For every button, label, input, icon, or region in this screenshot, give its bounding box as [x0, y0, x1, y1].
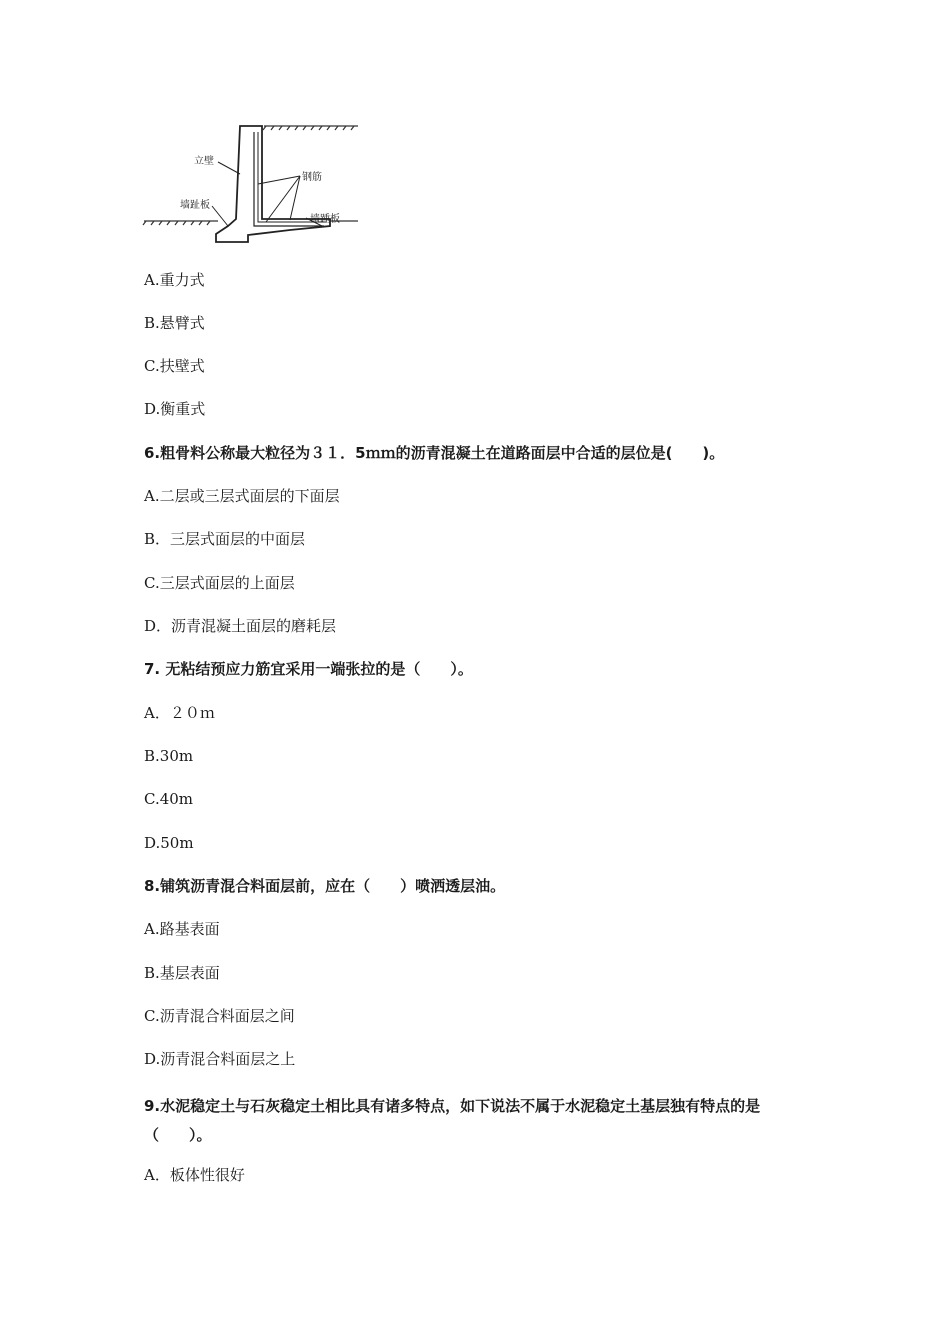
q7-stem: 7. 无粘结预应力筋宜采用一端张拉的是（ ）。 [144, 660, 473, 678]
q5-option-d: D.衡重式 [144, 400, 206, 418]
q8-option-d: D.沥青混合料面层之上 [144, 1050, 296, 1068]
label-wall: 立壁 [194, 156, 214, 167]
q6-stem: 6.粗骨料公称最大粒径为３１．5ｍｍ的沥青混凝土在道路面层中合适的层位是( )。 [144, 444, 725, 462]
q5-option-c: C.扶壁式 [144, 357, 205, 375]
q6-option-b: B．三层式面层的中面层 [144, 530, 306, 548]
q8-option-a: A.路基表面 [144, 920, 220, 938]
q9-option-a: A．板体性很好 [144, 1166, 245, 1184]
label-toe: 墙趾板 [180, 200, 210, 211]
q7-option-b: B.30m [144, 747, 194, 765]
q6-option-c: C.三层式面层的上面层 [144, 574, 295, 592]
q7-option-a: A．２０ｍ [144, 704, 215, 722]
q5-option-b: B.悬臂式 [144, 314, 205, 332]
q6-option-a: A.二层或三层式面层的下面层 [144, 487, 340, 505]
q8-option-c: C.沥青混合料面层之间 [144, 1007, 295, 1025]
ground-top [263, 126, 358, 130]
q8-option-b: B.基层表面 [144, 964, 220, 982]
retaining-wall-diagram [140, 118, 362, 248]
q9-stem: 9.水泥稳定土与石灰稳定土相比具有诸多特点，如下说法不属于水泥稳定土基层独有特点的是（ ）。 [144, 1097, 761, 1144]
q5-option-a: A.重力式 [144, 271, 205, 289]
label-rebar: 钢筋 [302, 172, 322, 183]
q7-option-d: D.50m [144, 834, 194, 852]
label-heel: 墙踵板 [310, 214, 340, 225]
q6-option-d: D．沥青混凝土面层的磨耗层 [144, 617, 337, 635]
q7-option-c: C.40m [144, 790, 194, 808]
q8-stem: 8.铺筑沥青混合料面层前，应在（ ）喷洒透层油。 [144, 877, 506, 895]
retaining-wall-figure [140, 118, 362, 248]
